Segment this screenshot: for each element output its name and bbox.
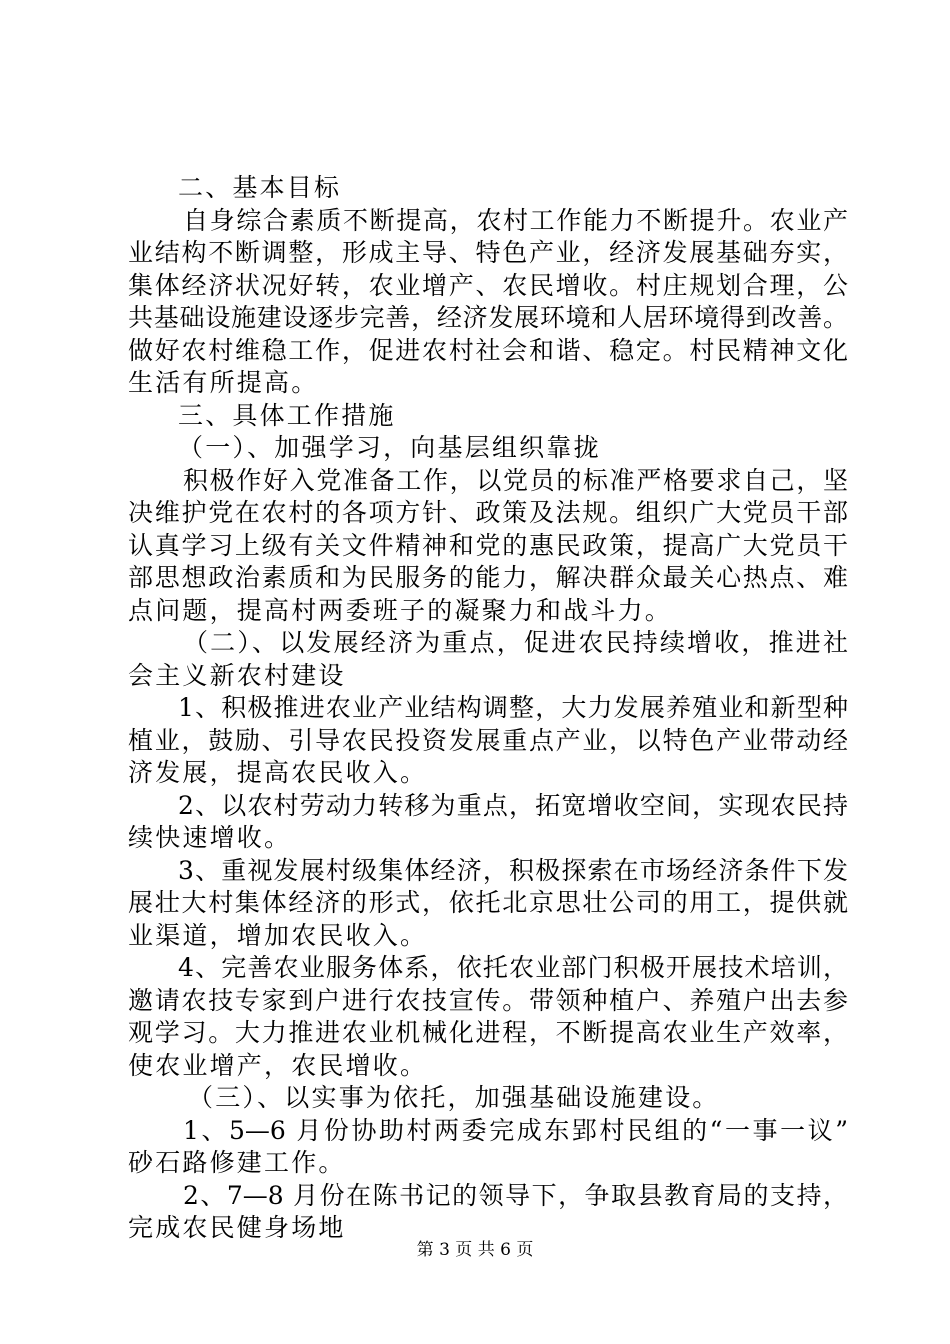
text-line: 续快速增收。 [128, 823, 292, 852]
text-line: 1、5—6 月份协助村两委完成东郢村民组的“一事一议” [183, 1115, 848, 1145]
text-line: 积极作好入党准备工作，以党员的标准严格要求自己，坚 [183, 465, 848, 495]
text-line: 做好农村维稳工作，促进农村社会和谐、稳定。村民精神文化 [128, 335, 848, 365]
text-line: 邀请农技专家到户进行农技宣传。带领种植户、养殖户出去参 [128, 985, 848, 1015]
text-line: 决维护党在农村的各项方针、政策及法规。组织广大党员干部 [128, 498, 848, 527]
text-line: 自身综合素质不断提高，农村工作能力不断提升。农业产 [183, 205, 848, 235]
text-line: 完成农民健身场地 [128, 1213, 346, 1242]
document-body [128, 172, 848, 1245]
text-line: 展壮大村集体经济的形式，依托北京思壮公司的用工，提供就 [128, 888, 848, 917]
text-line: 1、积极推进农业产业结构调整，大力发展养殖业和新型种 [178, 693, 848, 722]
text-line: 业结构不断调整，形成主导、特色产业，经济发展基础夯实， [128, 238, 848, 267]
text-line: 植业，鼓励、引导农民投资发展重点产业，以特色产业带动经 [128, 725, 848, 755]
text-line: （三）、以实事为依托，加强基础设施建设。 [188, 1083, 720, 1112]
text-line: 观学习。大力推进农业机械化进程，不断提高农业生产效率， [128, 1018, 848, 1047]
page-footer: 第 3 页 共 6 页 [416, 1240, 534, 1260]
text-line: 三、具体工作措施 [178, 400, 396, 430]
text-line: 业渠道，增加农民收入。 [128, 920, 428, 950]
text-line: 生活有所提高。 [128, 368, 319, 397]
text-line: 2、以农村劳动力转移为重点，拓宽增收空间，实现农民持 [178, 790, 848, 820]
text-line: 3、重视发展村级集体经济，积极探索在市场经济条件下发 [178, 855, 848, 885]
text-line: 共基础设施建设逐步完善，经济发展环境和人居环境得到改善。 [128, 303, 848, 332]
text-line: 认真学习上级有关文件精神和党的惠民政策，提高广大党员干 [128, 530, 848, 560]
text-line: 部思想政治素质和为民服务的能力，解决群众最关心热点、难 [128, 563, 848, 592]
text-line: 砂石路修建工作。 [128, 1148, 346, 1177]
text-line: 集体经济状况好转，农业增产、农民增收。村庄规划合理，公 [128, 270, 848, 300]
text-line: （二）、以发展经济为重点，促进农民持续增收，推进社 [183, 628, 848, 657]
text-line: 二、基本目标 [178, 173, 342, 202]
text-line: 使农业增产，农民增收。 [128, 1050, 428, 1080]
text-line: （一）、加强学习，向基层组织靠拢 [178, 433, 601, 462]
text-line: 会主义新农村建设 [128, 660, 346, 690]
text-line: 点问题，提高村两委班子的凝聚力和战斗力。 [128, 595, 673, 625]
text-line: 2、7—8 月份在陈书记的领导下，争取县教育局的支持， [183, 1180, 848, 1210]
text-line: 济发展，提高农民收入。 [128, 758, 428, 787]
text-line: 4、完善农业服务体系，依托农业部门积极开展技术培训， [178, 953, 848, 982]
